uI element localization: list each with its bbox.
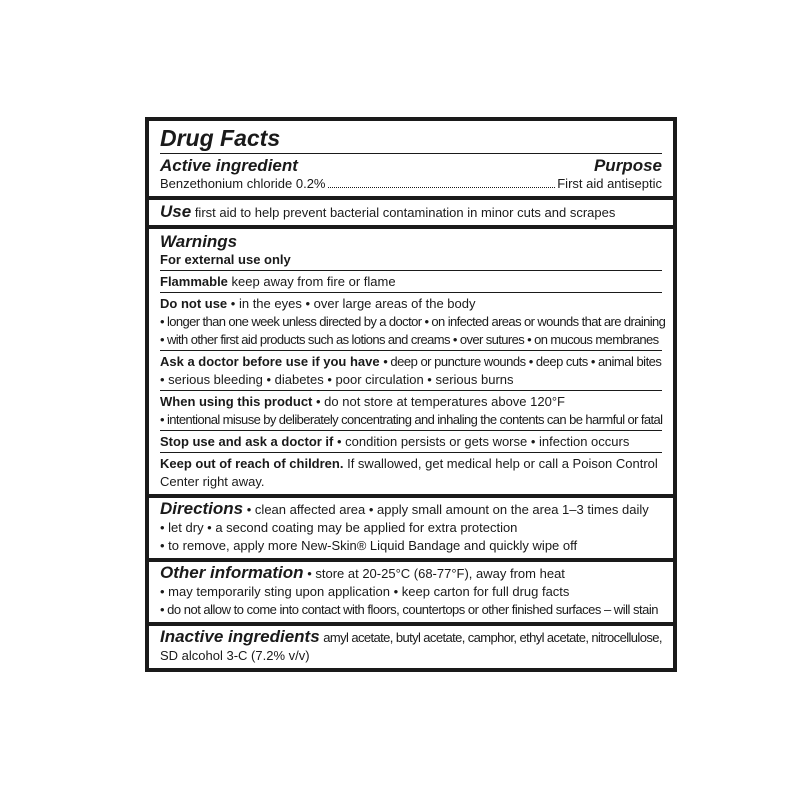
- do-not-use-warning: [160, 293, 666, 351]
- active-ingredient-text: Benzethonium chloride 0.2%: [160, 176, 326, 191]
- active-ingredient-header-row: [160, 155, 662, 176]
- when-using-label: When using this product: [160, 394, 313, 409]
- stop-use-text: • condition persists or gets worse • infection occurs: [337, 434, 630, 449]
- inactive-ingredients-header: Inactive ingredients: [160, 627, 320, 646]
- warnings-section: [149, 229, 673, 498]
- other-information-line: • do not allow to come into contact with floors, countertops or other finished surfaces – will stain: [160, 602, 658, 617]
- when-using-warning: [160, 391, 662, 431]
- ask-doctor-label: Ask a doctor before use if you have: [160, 354, 380, 369]
- when-using-line: • intentional misuse by deliberately concentrating and inhaling the contents can be harmful or fatal: [160, 412, 663, 427]
- do-not-use-label: Do not use: [160, 296, 228, 311]
- drug-facts-title: Drug Facts: [160, 124, 662, 154]
- purpose-header: Purpose: [593, 156, 662, 175]
- do-not-use-line: • with other first aid products such as lotions and creams • over sutures • on mucous membranes: [160, 332, 659, 347]
- warnings-header: Warnings: [160, 232, 238, 251]
- flammable-text: keep away from fire or flame: [231, 274, 396, 289]
- ask-doctor-line: • serious bleeding • diabetes • poor circulation • serious burns: [160, 372, 514, 387]
- active-ingredient-header: Active ingredient: [160, 156, 298, 175]
- inactive-ingredients-line: amyl acetate, butyl acetate, camphor, ethyl acetate, nitrocellulose,: [323, 630, 662, 645]
- other-information-section: [149, 562, 673, 626]
- ask-doctor-warning: [160, 351, 662, 391]
- do-not-use-line: • in the eyes • over large areas of the body: [230, 296, 476, 311]
- directions-line: • let dry • a second coating may be applied for extra protection: [160, 520, 518, 535]
- directions-section: [149, 498, 673, 562]
- flammable-warning: [160, 271, 662, 293]
- ask-doctor-line: • deep or puncture wounds • deep cuts • animal bites: [383, 354, 662, 369]
- flammable-label: Flammable: [160, 274, 228, 289]
- external-use-subheader: For external use only: [160, 252, 662, 271]
- use-section: [149, 200, 673, 229]
- inactive-ingredients-section: [149, 626, 673, 668]
- active-ingredient-line: [160, 176, 662, 192]
- keep-out-line: Center right away.: [160, 474, 265, 489]
- drug-facts-header-section: [149, 121, 673, 200]
- keep-out-warning: [160, 453, 662, 492]
- use-text: first aid to help prevent bacterial contamination in minor cuts and scrapes: [194, 205, 616, 220]
- keep-out-label: Keep out of reach of children.: [160, 456, 344, 471]
- other-information-line: • store at 20-25°C (68-77°F), away from heat: [307, 566, 565, 581]
- purpose-text: First aid antiseptic: [557, 176, 662, 191]
- directions-line: • to remove, apply more New-Skin® Liquid Bandage and quickly wipe off: [160, 538, 578, 553]
- use-header: Use: [160, 202, 192, 221]
- when-using-line: • do not store at temperatures above 120°F: [316, 394, 565, 409]
- drug-facts-label: [145, 117, 677, 672]
- other-information-line: • may temporarily sting upon application • keep carton for full drug facts: [160, 584, 570, 599]
- directions-header: Directions: [160, 499, 244, 518]
- dot-leader: [328, 187, 556, 188]
- stop-use-warning: [160, 431, 662, 453]
- keep-out-line: If swallowed, get medical help or call a Poison Control: [347, 456, 658, 471]
- directions-line: • clean affected area • apply small amount on the area 1–3 times daily: [246, 502, 649, 517]
- inactive-ingredients-line: SD alcohol 3-C (7.2% v/v): [160, 648, 310, 663]
- stop-use-label: Stop use and ask a doctor if: [160, 434, 334, 449]
- other-information-header: Other information: [160, 563, 304, 582]
- do-not-use-line: • longer than one week unless directed by a doctor • on infected areas or wounds that are draining: [160, 314, 666, 329]
